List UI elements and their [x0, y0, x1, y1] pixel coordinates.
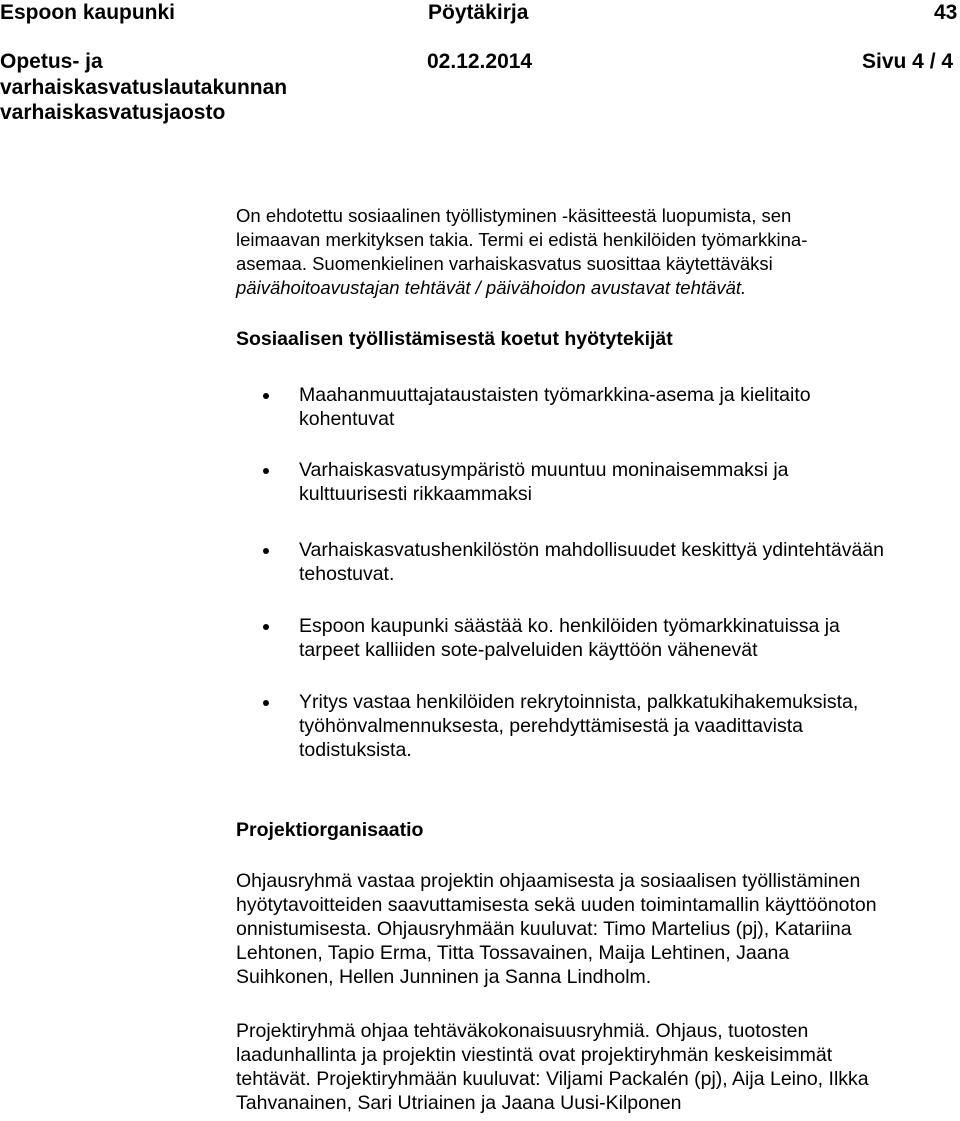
committee-line-3: varhaiskasvatusjaosto [0, 101, 226, 124]
list-item-text: Maahanmuuttajataustaisten työmarkkina-asema ja kielitaito kohentuvat [299, 384, 811, 430]
bullet-icon [263, 700, 269, 706]
list-item-text: Varhaiskasvatusympäristö muuntuu moninaisemmaksi ja kulttuurisesti rikkaammaksi [299, 459, 789, 505]
doc-number: 43 [934, 1, 958, 24]
organisation-heading: Projektiorganisaatio [236, 819, 424, 841]
org-name: Espoon kaupunki [0, 1, 176, 24]
doc-type: Pöytäkirja [428, 1, 529, 24]
intro-line-3: asemaa. Suomenkielinen varhaiskasvatus suosittaa käytettäväksi [236, 253, 773, 274]
intro-line-1: On ehdotettu sosiaalinen työllistyminen -käsitteestä luopumista, sen [236, 205, 792, 226]
page-indicator: Sivu 4 / 4 [862, 50, 954, 73]
list-item-text: Espoon kaupunki säästää ko. henkilöiden työmarkkinatuissa ja tarpeet kalliiden sote-palveluiden käyttöön vähenevät [299, 615, 840, 661]
intro-line-4: päivähoitoavustajan tehtävät / päivähoidon avustavat tehtävät. [236, 277, 747, 298]
bullet-icon [263, 393, 269, 399]
committee-line-1: Opetus- ja [0, 50, 103, 73]
meeting-date: 02.12.2014 [427, 50, 533, 73]
bullet-icon [263, 468, 269, 474]
committee-line-2: varhaiskasvatuslautakunnan [0, 76, 288, 99]
benefits-heading: Sosiaalisen työllistämisestä koetut hyötytekijät [236, 328, 673, 350]
project-group-paragraph: Projektiryhmä ohjaa tehtäväkokonaisuusryhmiä. Ohjaus, tuotosten laadunhallinta ja projektin viestintä ovat projektiryhmän keskeisimmät tehtävät. Projektiryhmään kuuluvat: Viljami Packalén (pj), Aija Leino, Ilkka Tahvanainen, Sari Utriainen ja Jaana Uusi-Kilponen [236, 1020, 869, 1114]
list-item-text: Yritys vastaa henkilöiden rekrytoinnista, palkkatukihakemuksista, työhönvalmennuksesta, perehdyttämisestä ja vaadittavista todistuksista. [299, 691, 859, 761]
list-item-text: Varhaiskasvatushenkilöstön mahdollisuudet keskittyä ydintehtävään tehostuvat. [299, 539, 884, 585]
intro-line-2: leimaavan merkityksen takia. Termi ei edistä henkilöiden työmarkkina- [236, 229, 808, 250]
steering-group-paragraph: Ohjausryhmä vastaa projektin ohjaamisesta ja sosiaalisen työllistäminen hyötytavoitteiden saavuttamisesta sekä uuden toimintamallin käyttöönoton onnistumisesta. Ohjausryhmään kuuluvat: Timo Martelius (pj), Katariina Lehtonen, Tapio Erma, Titta Tossavainen, Maija Lehtinen, Jaana Suihkonen, Hellen Junninen ja Sanna Lindholm. [236, 870, 877, 988]
bullet-icon [263, 548, 269, 554]
bullet-icon [263, 624, 269, 630]
